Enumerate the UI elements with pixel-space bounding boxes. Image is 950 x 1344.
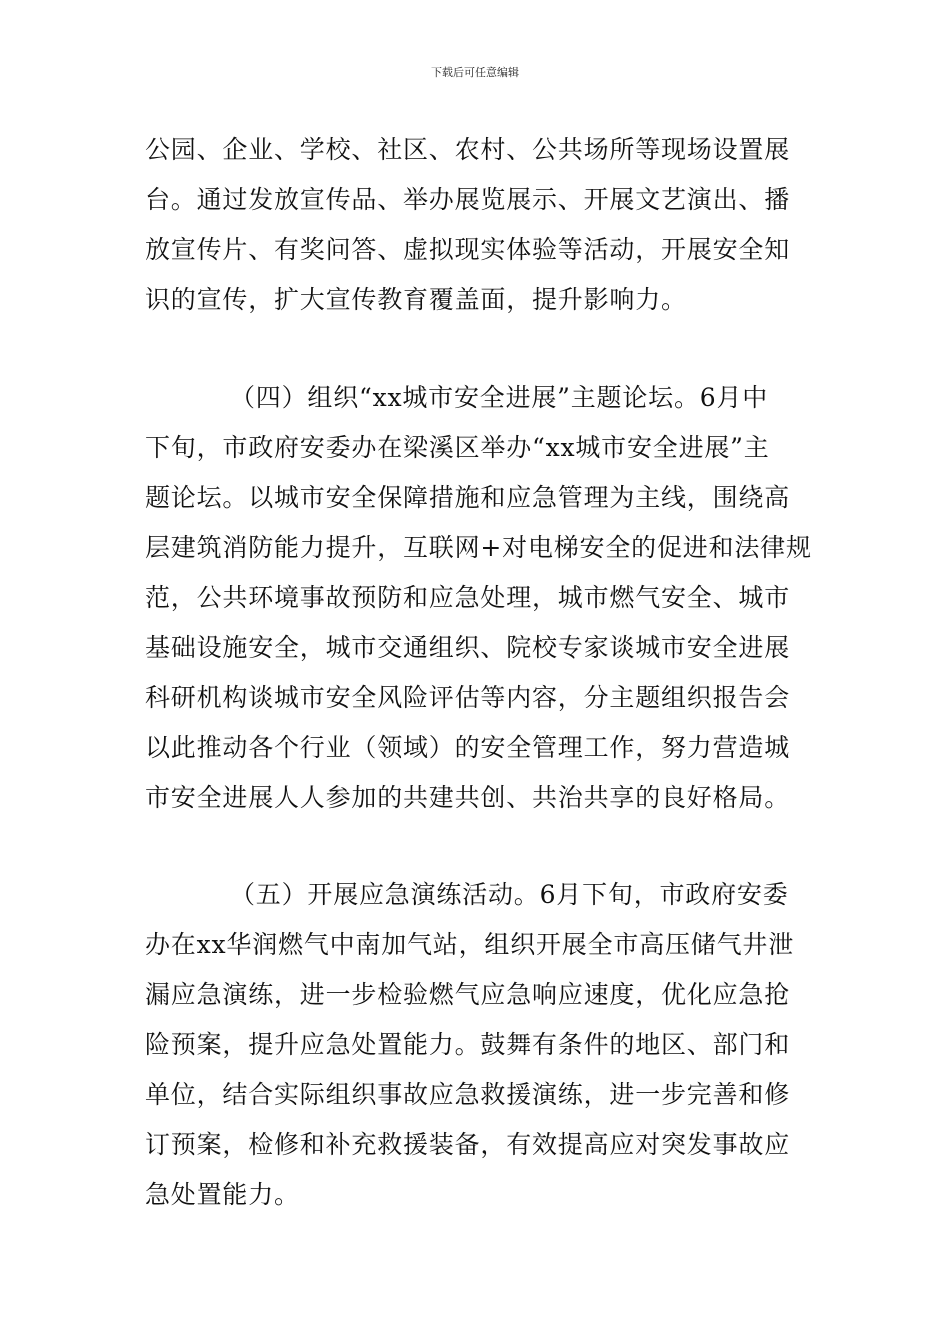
text-line: 漏应急演练，进一步检验燃气应急响应速度，优化应急抢 bbox=[145, 980, 791, 1009]
text-line: 以此推动各个行业（领域）的安全管理工作，努力营造城 bbox=[145, 733, 791, 762]
text-line: 识的宣传，扩大宣传教育覆盖面，提升影响力。 bbox=[145, 285, 687, 314]
text-line: 市安全进展人人参加的共建共创、共治共享的良好格局。 bbox=[145, 783, 791, 812]
text-line: 层建筑消防能力提升，互联网+对电梯安全的促进和法律规 bbox=[145, 533, 812, 562]
text-line: 基础设施安全，城市交通组织、院校专家谈城市安全进展 bbox=[145, 633, 791, 662]
text-line: 办在xx华润燃气中南加气站，组织开展全市高压储气井泄 bbox=[145, 930, 795, 959]
text-line: 急处置能力。 bbox=[145, 1180, 300, 1209]
text-line: 范，公共环境事故预防和应急处理，城市燃气安全、城市 bbox=[145, 583, 791, 612]
text-line: 台。通过发放宣传品、举办展览展示、开展文艺演出、播 bbox=[145, 185, 791, 214]
page-header: 下载后可任意编辑 bbox=[431, 66, 519, 79]
text-line: 放宣传片、有奖问答、虚拟现实体验等活动，开展安全知 bbox=[145, 235, 791, 264]
text-line: 题论坛。以城市安全保障措施和应急管理为主线，围绕高 bbox=[145, 483, 791, 512]
section-heading-line: （四）组织“xx城市安全进展”主题论坛。6月中 bbox=[230, 383, 769, 412]
text-line: 科研机构谈城市安全风险评估等内容，分主题组织报告会 bbox=[145, 683, 791, 712]
text-line: 订预案，检修和补充救援装备，有效提高应对突发事故应 bbox=[145, 1130, 791, 1159]
text-line: 单位，结合实际组织事故应急救援演练，进一步完善和修 bbox=[145, 1080, 791, 1109]
text-line: 险预案，提升应急处置能力。鼓舞有条件的地区、部门和 bbox=[145, 1030, 791, 1059]
section-heading-line: （五）开展应急演练活动。6月下旬，市政府安委 bbox=[230, 880, 789, 909]
text-line: 公园、企业、学校、社区、农村、公共场所等现场设置展 bbox=[145, 135, 791, 164]
text-line: 下旬，市政府安委办在梁溪区举办“xx城市安全进展”主 bbox=[145, 433, 770, 462]
